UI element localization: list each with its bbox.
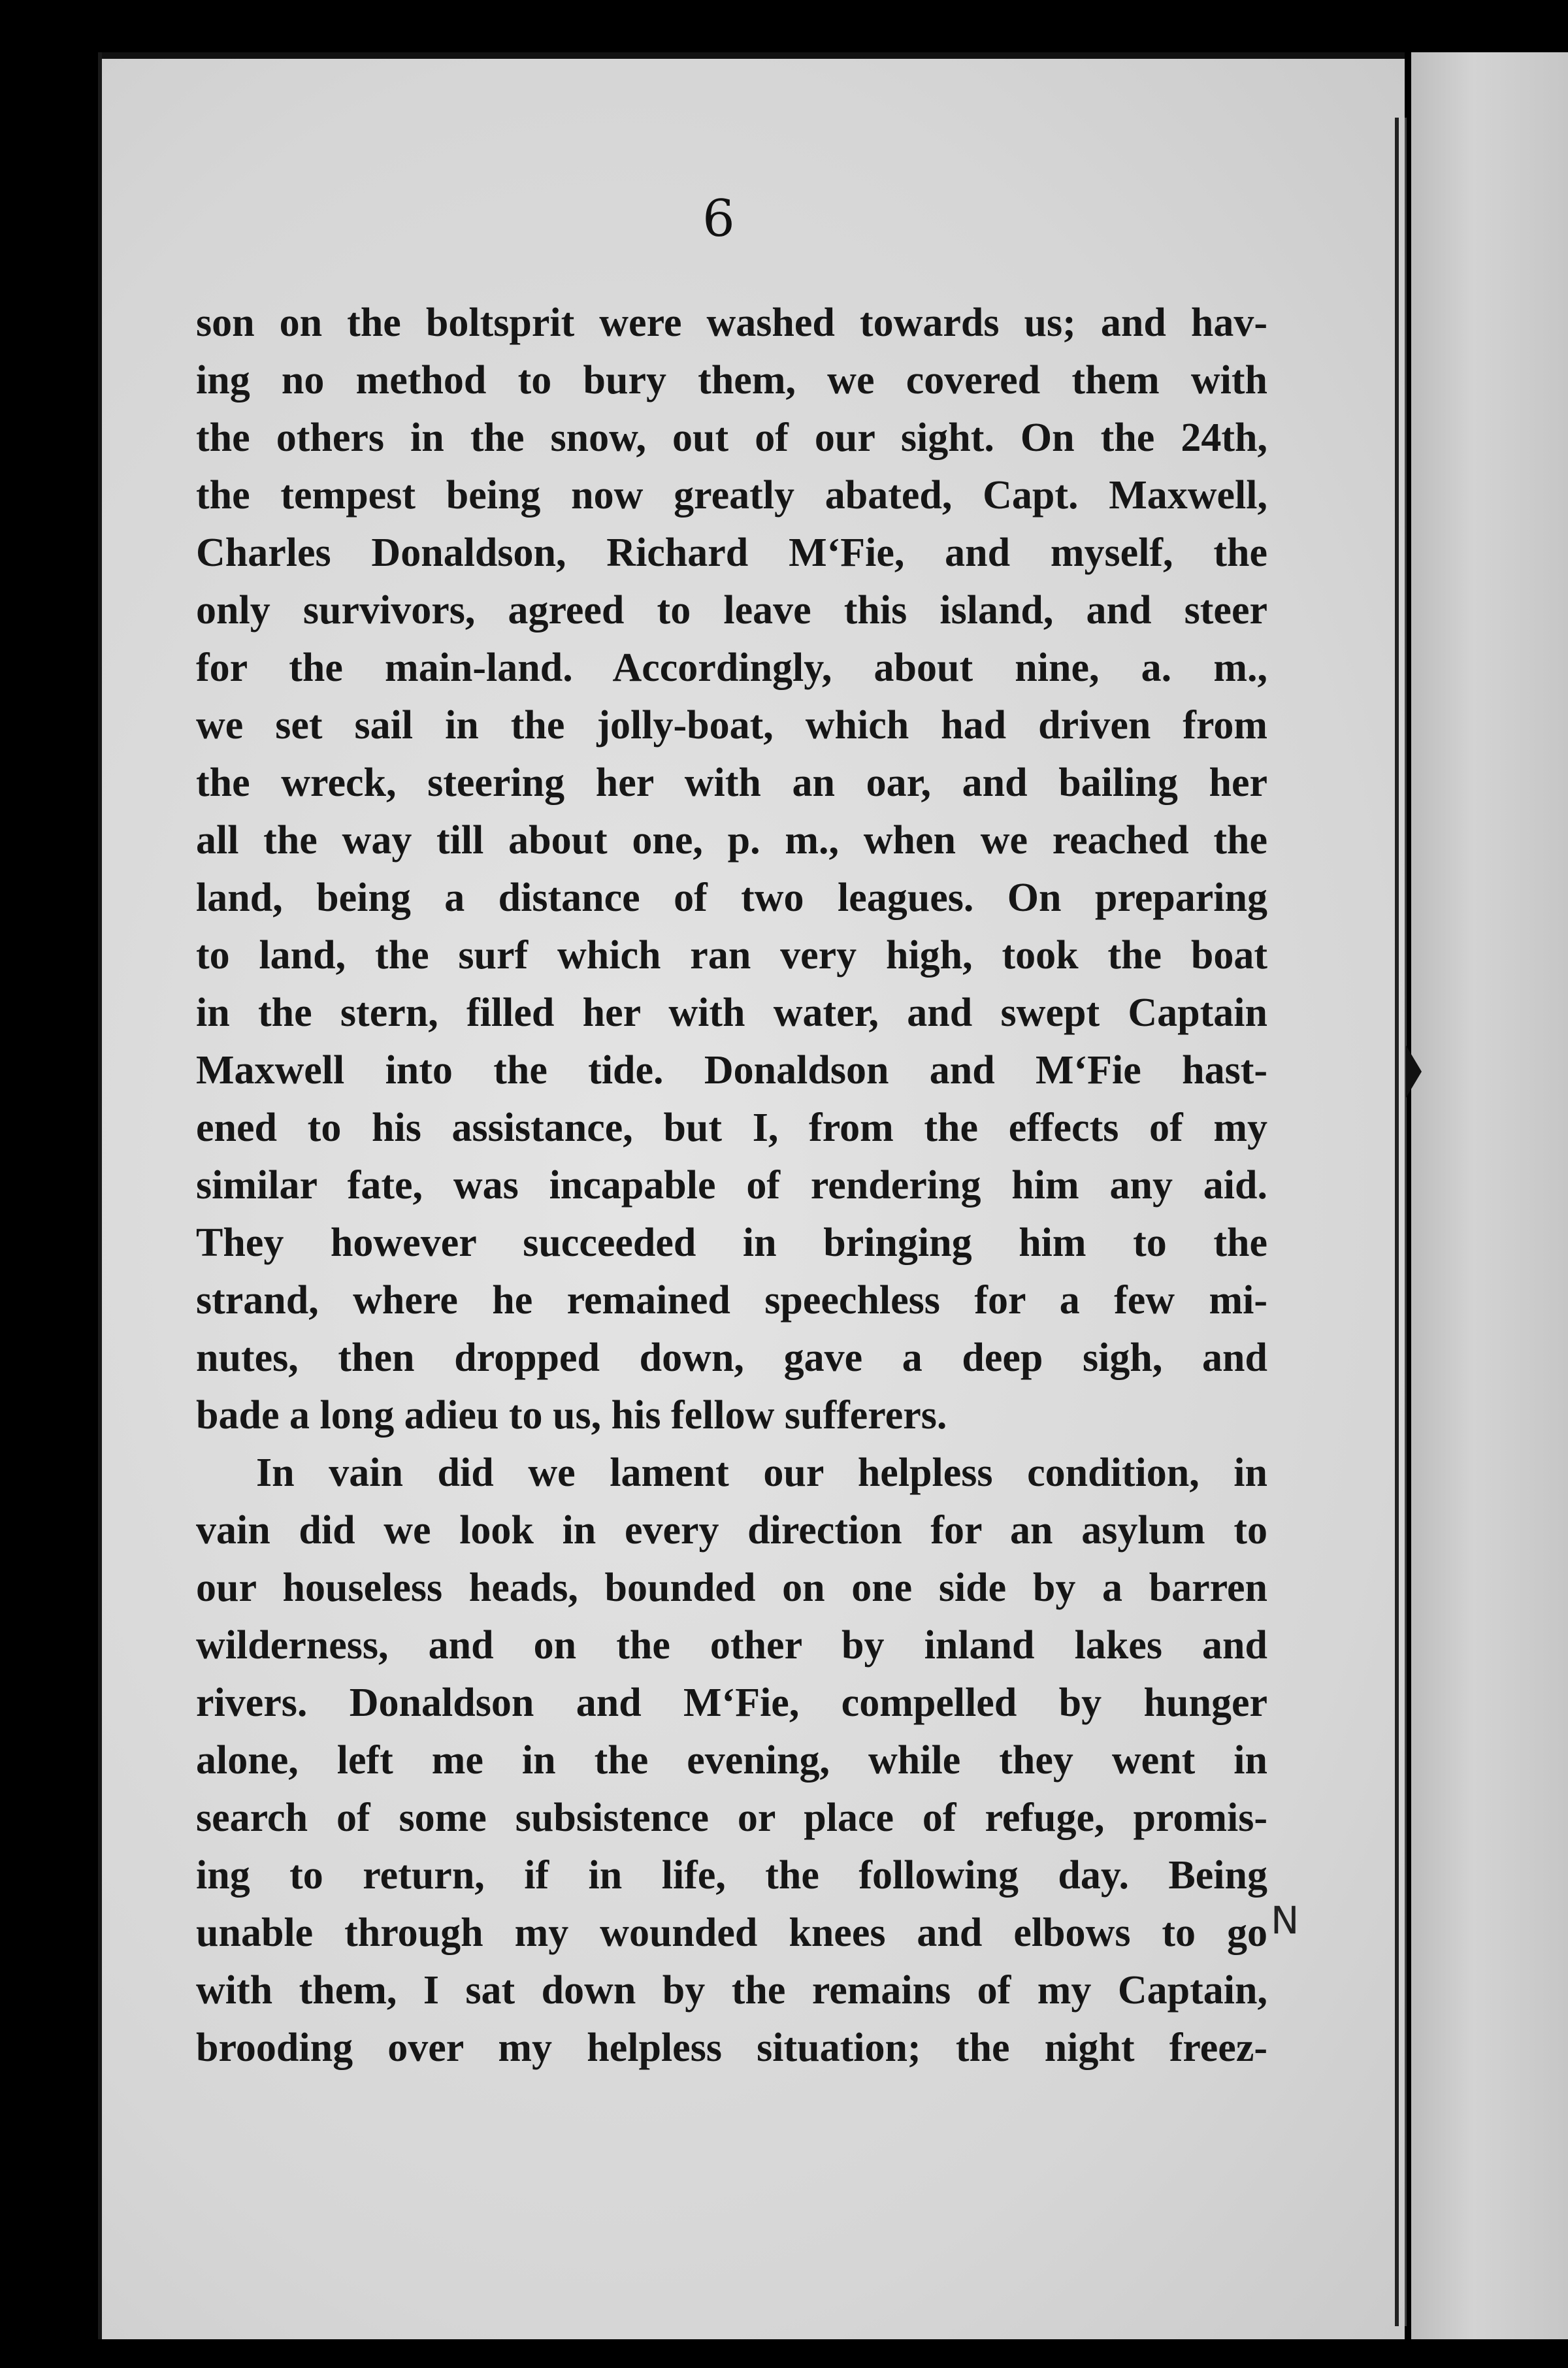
text-line: ing no method to bury them, we covered them with bbox=[196, 358, 1267, 403]
text-line: alone, left me in the evening, while they went in bbox=[196, 1738, 1267, 1783]
text-line: ing to return, if in life, the following day. Being bbox=[196, 1853, 1267, 1898]
binding-fold-line-inner bbox=[1405, 118, 1407, 2326]
text-line: brooding over my helpless situation; the night freez- bbox=[196, 2026, 1267, 2070]
adjacent-page-edge bbox=[1411, 52, 1568, 2339]
margin-annotation: N bbox=[1271, 1898, 1299, 1943]
text-line: nutes, then dropped down, gave a deep sigh, and bbox=[196, 1336, 1267, 1380]
text-line: land, being a distance of two leagues. On preparing bbox=[196, 876, 1267, 920]
text-line: for the main-land. Accordingly, about nine, a. m., bbox=[196, 646, 1267, 690]
text-line: son on the boltsprit were washed towards us; and hav- bbox=[196, 301, 1267, 345]
page-body-text bbox=[196, 294, 1267, 2077]
text-line: wilderness, and on the other by inland lakes and bbox=[196, 1623, 1267, 1668]
text-line: In vain did we lament our helpless condition, in bbox=[256, 1451, 1267, 1495]
text-line: vain did we look in every direction for an asylum to bbox=[196, 1508, 1267, 1553]
text-line: the tempest being now greatly abated, Capt. Maxwell, bbox=[196, 473, 1267, 518]
text-line: They however succeeded in bringing him to the bbox=[196, 1221, 1267, 1265]
text-line: similar fate, was incapable of rendering him any aid. bbox=[196, 1163, 1267, 1208]
text-line: we set sail in the jolly-boat, which had driven from bbox=[196, 703, 1267, 748]
text-line: rivers. Donaldson and M‘Fie, compelled by hunger bbox=[196, 1681, 1267, 1725]
text-line: strand, where he remained speechless for a few mi- bbox=[196, 1278, 1267, 1323]
page-left-border bbox=[98, 52, 102, 2339]
binding-marker-icon bbox=[1406, 1045, 1422, 1098]
text-line: search of some subsistence or place of refuge, promis- bbox=[196, 1796, 1267, 1840]
text-line: all the way till about one, p. m., when we reached the bbox=[196, 818, 1267, 863]
text-line: unable through my wounded knees and elbows to go bbox=[196, 1911, 1267, 1955]
text-line: Maxwell into the tide. Donaldson and M‘Fie hast- bbox=[196, 1048, 1267, 1093]
text-line: the others in the snow, out of our sight. On the 24th, bbox=[196, 416, 1267, 460]
text-line: to land, the surf which ran very high, took the boat bbox=[196, 933, 1267, 978]
text-line: only survivors, agreed to leave this island, and steer bbox=[196, 588, 1267, 633]
text-line: Charles Donaldson, Richard M‘Fie, and myself, the bbox=[196, 531, 1267, 575]
text-line: the wreck, steering her with an oar, and bailing her bbox=[196, 761, 1267, 805]
text-line: in the stern, filled her with water, and swept Captain bbox=[196, 991, 1267, 1035]
page-top-border bbox=[98, 52, 1405, 59]
text-line: with them, I sat down by the remains of my Captain, bbox=[196, 1968, 1267, 2013]
page-number: 6 bbox=[702, 189, 735, 248]
text-line: our houseless heads, bounded on one side by a barren bbox=[196, 1566, 1267, 1610]
text-line: ened to his assistance, but I, from the effects of my bbox=[196, 1106, 1267, 1150]
text-line: bade a long adieu to us, his fellow sufferers. bbox=[196, 1393, 947, 1438]
binding-fold-line bbox=[1395, 118, 1399, 2326]
